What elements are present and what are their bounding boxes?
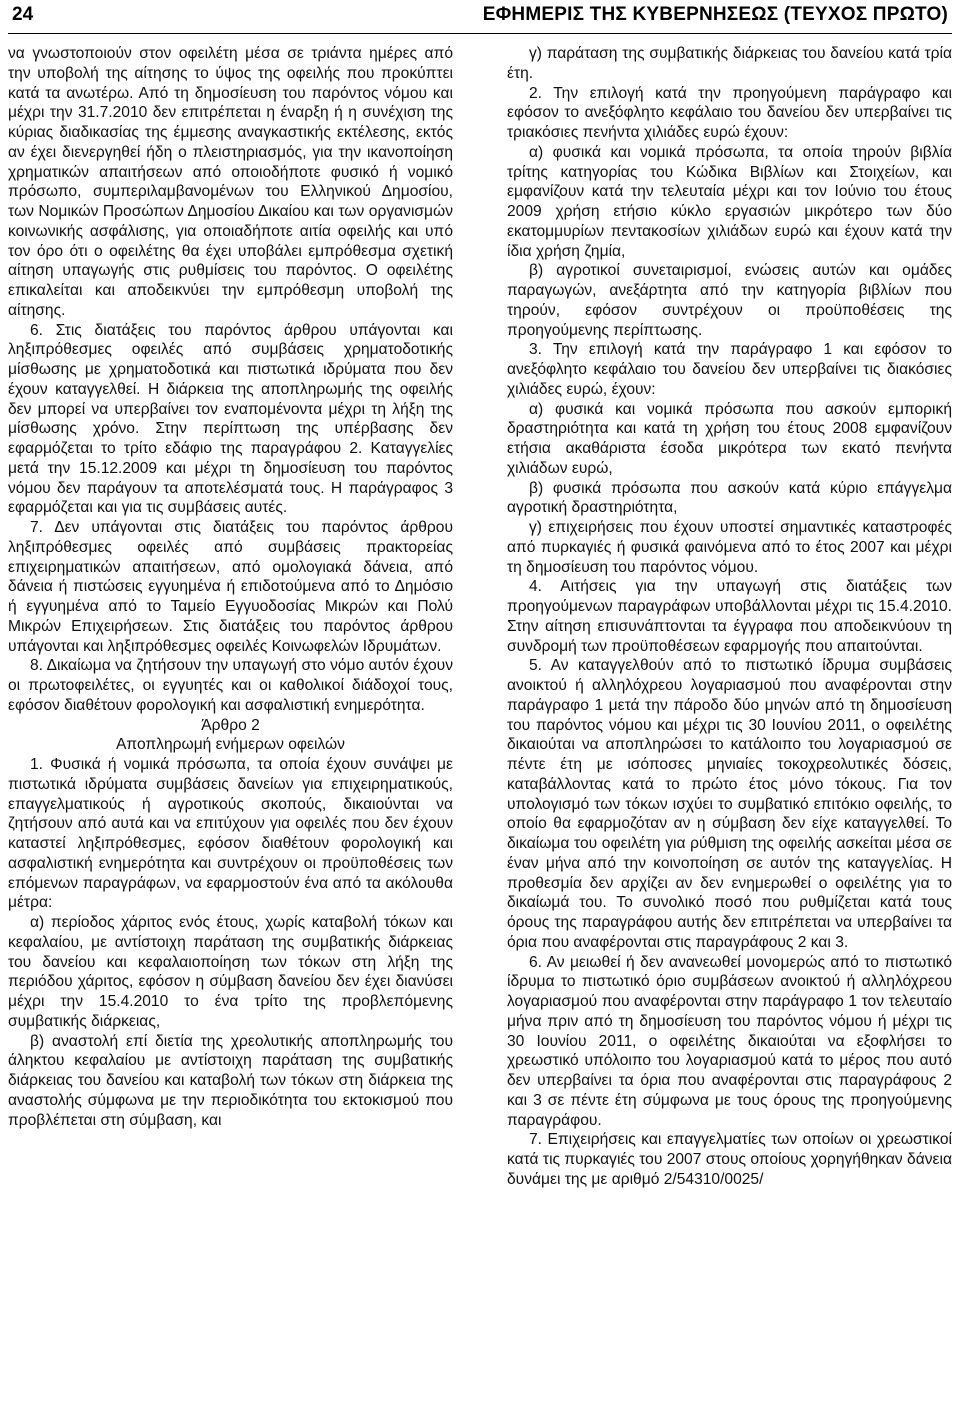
running-head-title: ΕΦΗΜΕΡΙΣ ΤΗΣ ΚΥΒΕΡΝΗΣΕΩΣ (ΤΕΥΧΟΣ ΠΡΩΤΟ) [482, 4, 948, 25]
paragraph: 6. Αν μειωθεί ή δεν ανανεωθεί μονομερώς από το πιστωτικό ίδρυμα το πιστωτικό όριο συμβάσεων ανοικτού ή αλληλόχρεου λογαριασμού που αναφέρονται στην παράγραφο 1 τον τελευταίο μήνα πριν από τη δημοσίευση του παρόντος νόμου ή μέχρι τις 30 Ιουνίου 2011, ο οφειλέτης δικαιούται να εξοφλήσει το χρεωστικό υπόλοιπο του λογαριασμού κατά το μέρος που αυτό δεν υπερβαίνει τα όρια που αναφέρονται στις παραγράφους 2 και 3 σε πέντε έτη σύμφωνα με τους όρους της προηγούμενης παραγράφου. [507, 953, 952, 1129]
page-header [8, 0, 952, 34]
header-rule [8, 33, 952, 34]
page-number: 24 [12, 4, 34, 25]
paragraph: 7. Δεν υπάγονται στις διατάξεις του παρόντος άρθρου ληξιπρόθεσμες οφειλές από συμβάσεις πρακτορείας επιχειρηματικών απαιτήσεων, από ομολογιακά δάνεια, από δάνεια ή πιστώσεις εγγυημένα ή επιδοτούμενα από το Δημόσιο ή εγγυημένα από το Ταμείο Εγγυοδοσίας Μικρών και Πολύ Μικρών Επιχειρήσεων. Στις διατάξεις του παρόντος άρθρου υπάγονται και ληξιπρόθεσμες οφειλές Κοινωφελών Ιδρυμάτων. [8, 519, 453, 655]
paragraph: α) φυσικά και νομικά πρόσωπα που ασκούν εμπορική δραστηριότητα και κατά τη χρήση του έτους 2008 εμφανίζουν ετήσια ακαθάριστα έσοδα μικρότερα των εκατό πενήντα χιλιάδων ευρώ, [507, 400, 952, 477]
paragraph: α) φυσικά και νομικά πρόσωπα, τα οποία τηρούν βιβλία τρίτης κατηγορίας του Κώδικα Βιβλίων και Στοιχείων, και εμφανίζουν κατά την τελευταία μέχρι και τον Ιούνιο του έτους 2009 χρήση ετήσιο κύκλο εργασιών μικρότερο των δύο εκατομμυρίων πεντακοσίων χιλιάδων ευρώ και έχουν κατά την ίδια χρήση ζημία, [507, 143, 952, 260]
paragraph: 2. Την επιλογή κατά την προηγούμενη παράγραφο και εφόσον το ανεξόφλητο κεφάλαιο του δανείου δεν υπερβαίνει τις τριακόσιες πενήντα χιλιάδες ευρώ έχουν: [507, 84, 952, 141]
paragraph: 4. Αιτήσεις για την υπαγωγή στις διατάξεις των προηγούμενων παραγράφων υποβάλλονται μέχρι τις 15.4.2010. Στην αίτηση επισυνάπτονται τα έγγραφα που αποδεικνύουν τη συνδρομή των προϋποθέσεων εφαρμογής που απαιτούνται. [507, 578, 952, 655]
right-column [507, 44, 952, 1419]
paragraph: γ) παράταση της συμβατικής διάρκειας του δανείου κατά τρία έτη. [507, 45, 952, 82]
paragraph: 3. Την επιλογή κατά την παράγραφο 1 και εφόσον το ανεξόφλητο κεφάλαιο του δανείου δεν υπερβαίνει τις διακόσιες χιλιάδες ευρώ, έχουν: [507, 341, 952, 398]
paragraph: 7. Επιχειρήσεις και επαγγελματίες των οποίων οι χρεωστικοί κατά τις πυρκαγιές του 2007 στους οποίους χορηγήθηκαν δάνεια δυνάμει της με αριθμό 2/54310/0025/ [507, 1131, 952, 1188]
article-heading: Αποπληρωμή ενήμερων οφειλών [116, 736, 345, 754]
paragraph: γ) επιχειρήσεις που έχουν υποστεί σημαντικές καταστροφές από πυρκαγιές ή φυσικά φαινόμενα από το έτος 2007 και μέχρι τη δημοσίευση του παρόντος νόμου. [507, 519, 952, 576]
paragraph: 6. Στις διατάξεις του παρόντος άρθρου υπάγονται και ληξιπρόθεσμες οφειλές από συμβάσεις χρηματοδοτικής μίσθωσης με χρηματοδοτικά και πιστωτικά ιδρύματα που δεν έχουν καταγγελθεί. Η διάρκεια της αποπληρωμής της οφειλής δεν μπορεί να υπερβαίνει τον εναπομένοντα μέχρι τη λήξη της μίσθωσης χρόνο. Στην περίπτωση της υπέρβασης δεν εφαρμόζεται το τρίτο εδάφιο της παραγράφου 2. Καταγγελίες μετά την 15.12.2009 και μέχρι τη δημοσίευση του παρόντος νόμου δεν παράγουν τα αποτελέσματά τους. Η παράγραφος 3 εφαρμόζεται και για τις συμβάσεις αυτές. [8, 321, 453, 517]
left-column [8, 44, 453, 1419]
paragraph: 1. Φυσικά ή νομικά πρόσωπα, τα οποία έχουν συνάψει με πιστωτικά ιδρύματα συμβάσεις δανείων για επιχειρηματικούς, επαγγελματικούς ή αγροτικούς σκοπούς, δικαιούνται να ζητήσουν από αυτά και να επιτύχουν για οφειλές που δεν έχουν καταστεί ληξιπρόθεσμες, εφόσον διαθέτουν φορολογική και ασφαλιστική ενημερότητα και συντρέχουν οι προϋποθέσεις των επόμενων παραγράφων, να εφαρμοστούν ένα από τα ακόλουθα μέτρα: [8, 756, 453, 912]
paragraph: να γνωστοποιούν στον οφειλέτη μέσα σε τριάντα ημέρες από την υποβολή της αίτησης το ύψος της οφειλής που προκύπτει κατά τα ανωτέρω. Από τη δημοσίευση του παρόντος νόμου και μέχρι την 31.7.2010 δεν επιτρέπεται η έναρξη ή η συνέχιση της κύριας διαδικασίας της έμμεσης αναγκαστικής εκτέλεσης, εκτός αν έχει διενεργηθεί ήδη ο πλειστηριασμός, για την ικανοποίηση χρηματικών απαιτήσεων από οποιοδήποτε φυσικό ή νομικό πρόσωπο, συμπεριλαμβανομένων του Ελληνικού Δημοσίου, των Νομικών Προσώπων Δημοσίου Δικαίου και των οργανισμών κοινωνικής ασφάλισης, για οποιαδήποτε αιτία οφειλής και υπό τον όρο ότι ο οφειλέτης θα έχει υποβάλει εμπρόθεσμα σχετική αίτηση υπαγωγής στις ρυθμίσεις του παρόντος. Ο οφειλέτης επικαλείται και αποδεικνύει την εμπρόθεσμη υποβολή της αίτησης. [8, 45, 453, 319]
article-heading: Άρθρο 2 [201, 716, 260, 734]
paragraph: α) περίοδος χάριτος ενός έτους, χωρίς καταβολή τόκων και κεφαλαίου, με αντίστοιχη παράταση της συμβατικής διάρκειας του δανείου και κεφαλαιοποίηση των τόκων στη λήξη της περιόδου χάριτος, εφόσον η σύμβαση δανείου δεν έχει διανύσει μέχρι την 15.4.2010 το ένα τρίτο της προβλεπόμενης συμβατικής διάρκειας, [8, 914, 453, 1030]
paragraph: β) αναστολή επί διετία της χρεολυτικής αποπληρωμής του άληκτου κεφαλαίου με αντίστοιχη παράταση της συμβατικής διάρκειας του δανείου και καταβολή των τόκων στη διάρκεια της αναστολής σύμφωνα με την περιοδικότητα του εκτοκισμού που προβλέπεται στη σύμβαση, και [8, 1032, 453, 1129]
paragraph: β) αγροτικοί συνεταιρισμοί, ενώσεις αυτών και ομάδες παραγωγών, ανεξάρτητα από την κατηγορία βιβλίων που τηρούν, εφόσον συντρέχουν οι προϋποθέσεις της προηγούμενης περίπτωσης. [507, 262, 952, 339]
paragraph: β) φυσικά πρόσωπα που ασκούν κατά κύριο επάγγελμα αγροτική δραστηριότητα, [507, 479, 952, 517]
paragraph: 8. Δικαίωμα να ζητήσουν την υπαγωγή στο νόμο αυτόν έχουν οι πρωτοφειλέτες, οι εγγυητές και οι καθολικοί διάδοχοί τους, εφόσον διαθέτουν φορολογική και ασφαλιστική ενημερότητα. [8, 657, 453, 714]
paragraph: 5. Αν καταγγελθούν από το πιστωτικό ίδρυμα συμβάσεις ανοικτού ή αλληλόχρεου λογαριασμού που αναφέρονται στην παράγραφο 1 μετά την πάροδο δύο μηνών από τη δημοσίευση του παρόντος νόμου και μέχρι τις 30 Ιουνίου 2011, ο οφειλέτης δικαιούται να αποπληρώσει το κατάλοιπο του λογαριασμού σε πέντε έτη με ισόποσες μηνιαίες τοκοχρεολυτικές δόσεις, καταβάλλοντας κατά το πρώτο έτος μόνο τόκους. Για τον υπολογισμό των τόκων ισχύει το συμβατικό επιτόκιο οφειλής, το οποίο θα εφαρμοζόταν αν η σύμβαση δεν είχε καταγγελθεί. Το δικαίωμα του οφειλέτη για ρύθμιση της οφειλής ασκείται μέσα σε έναν μήνα από την κοινοποίηση σε αυτόν της καταγγελίας. Η προθεσμία δεν αρχίζει αν δεν ενημερωθεί ο οφειλέτης για το δικαίωμά του. Το συνολικό ποσό που ρυθμίζεται κατά τους όρους της παραγράφου αυτής δεν επιτρέπεται να υπερβαίνει τα όρια που αναφέρονται στις παραγράφους 2 και 3. [507, 657, 952, 951]
